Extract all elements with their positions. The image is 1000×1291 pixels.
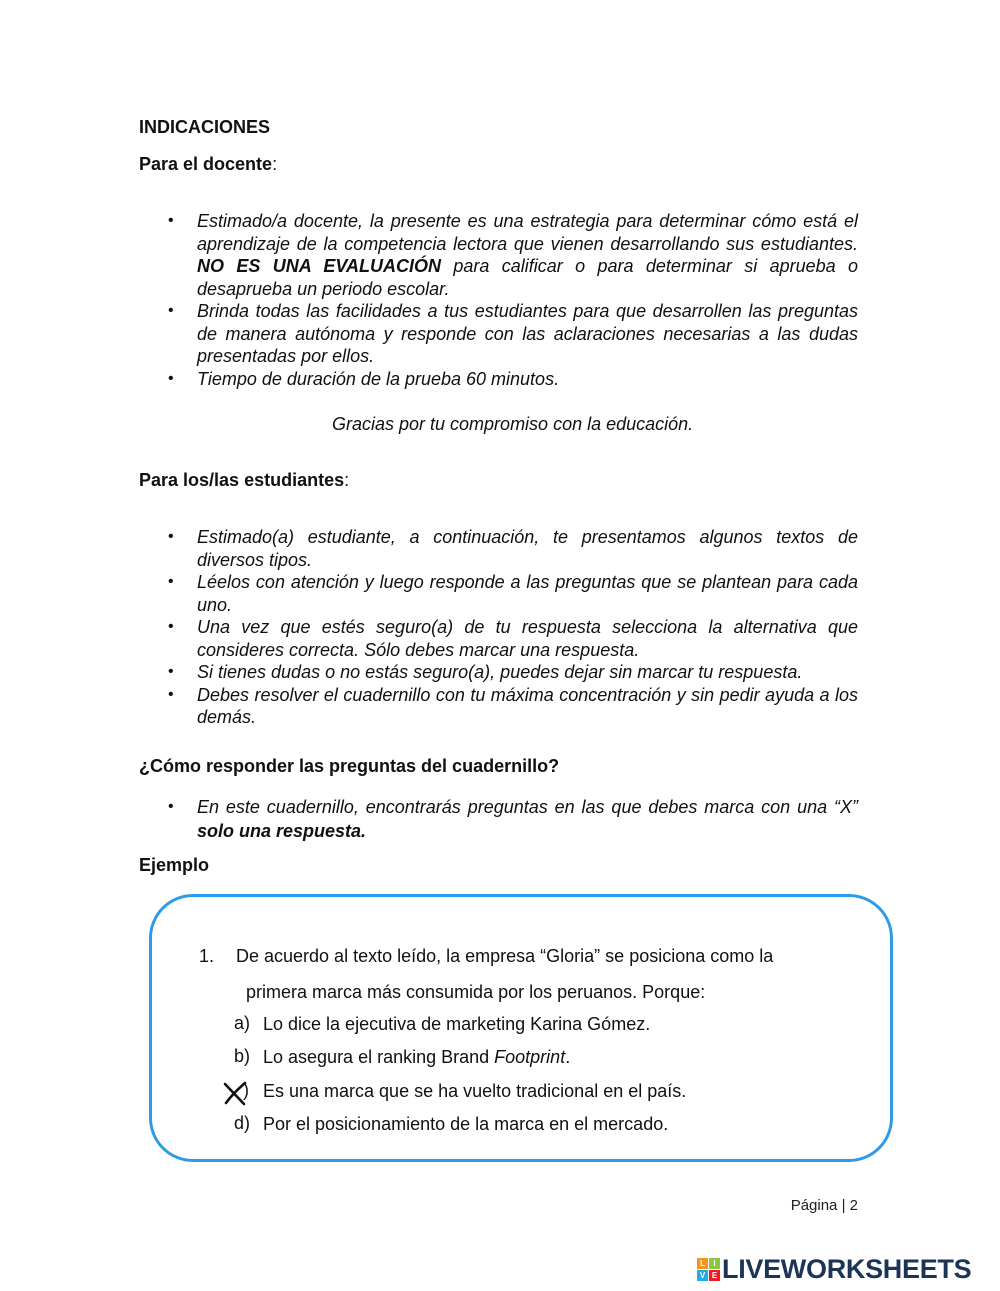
logo-tile-i: I [709,1258,720,1269]
option-b-letter: b) [234,1046,251,1066]
option-b-text-italic: Footprint [494,1047,566,1067]
option-d-letter: d) [234,1113,251,1133]
docente-colon: : [272,154,278,174]
option-b-text-pre: Lo asegura el ranking Brand [263,1047,495,1067]
como-bullet-pre: En este cuadernillo, encontrarás preguntas en las que debes marca con una “X” [197,797,858,817]
estudiantes-heading [139,470,349,491]
docente-list [168,210,858,390]
docente-bullet-2: • Brinda todas las facilidades a tus estudiantes para que desarrollen las preguntas de manera autónoma y responde con las aclaraciones necesarias a las dudas presentadas por ellos. [168,300,858,368]
estudiantes-bullet-2: • Léelos con atención y luego responde a las preguntas que se plantean para cada uno. [168,571,858,616]
logo-tiles [697,1258,720,1281]
page-number: 2 [849,1197,858,1214]
option-c-letter: ) [243,1080,249,1100]
option-c-text: Es una marca que se ha vuelto tradicional en el país. [263,1081,687,1101]
docente-bullet-1-pre: Estimado/a docente, la presente es una estrategia para determinar cómo está el aprendizaje de la competencia lectora que vienen desarrollando sus estudiantes. [197,211,858,254]
estudiantes-list [168,526,858,729]
question-number: 1. [199,946,215,966]
page-separator: | [841,1197,846,1214]
como-heading: ¿Cómo responder las preguntas del cuadernillo? [139,756,560,776]
page-label: Página [790,1197,838,1214]
thanks-line: Gracias por tu compromiso con la educación. [332,414,694,434]
question-line-1: De acuerdo al texto leído, la empresa “Gloria” se posiciona como la [236,946,774,966]
option-a-letter: a) [234,1013,251,1033]
logo-tile-e: E [709,1270,720,1281]
logo-tile-v: V [697,1270,708,1281]
como-bullet [168,795,858,843]
option-b-text-post: . [565,1047,571,1067]
page-heading: INDICACIONES [139,117,271,137]
estudiantes-bullet-3: • Una vez que estés seguro(a) de tu respuesta selecciona la alternativa que consideres correcta. Sólo debes marcar una respuesta. [168,616,858,661]
docente-bullet-1-post: para calificar o para determinar si aprueba o desaprueba un periodo escolar. [197,256,858,299]
estudiantes-bullet-5: • Debes resolver el cuadernillo con tu máxima concentración y sin pedir ayuda a los demás. [168,684,858,729]
como-bullet-bold: solo una respuesta. [197,821,367,841]
estudiantes-title: Para los/las estudiantes [139,470,345,490]
estudiantes-bullet-4: • Si tienes dudas o no estás seguro(a), puedes dejar sin marcar tu respuesta. [168,661,858,684]
logo-text: LIVEWORKSHEETS [722,1254,972,1284]
logo-tile-l: L [697,1258,708,1269]
ejemplo-heading: Ejemplo [139,855,210,875]
docente-bullet-3: • Tiempo de duración de la prueba 60 minutos. [168,368,858,391]
estudiantes-colon: : [344,470,350,490]
como-list [168,795,858,843]
page-footer [791,1197,858,1214]
docente-title: Para el docente [139,154,273,174]
docente-bullet-1-bold: NO ES UNA EVALUACIÓN [197,256,442,276]
docente-bullet-1 [168,210,858,300]
option-b-text [263,1046,570,1068]
estudiantes-bullet-1: • Estimado(a) estudiante, a continuación, te presentamos algunos textos de diversos tipos. [168,526,858,571]
option-d-text: Por el posicionamiento de la marca en el mercado. [263,1114,669,1134]
docente-heading [139,154,277,175]
question-line-2: primera marca más consumida por los peruanos. Porque: [246,982,706,1002]
liveworksheets-logo [697,1254,971,1285]
option-a-text: Lo dice la ejecutiva de marketing Karina Gómez. [263,1014,651,1034]
